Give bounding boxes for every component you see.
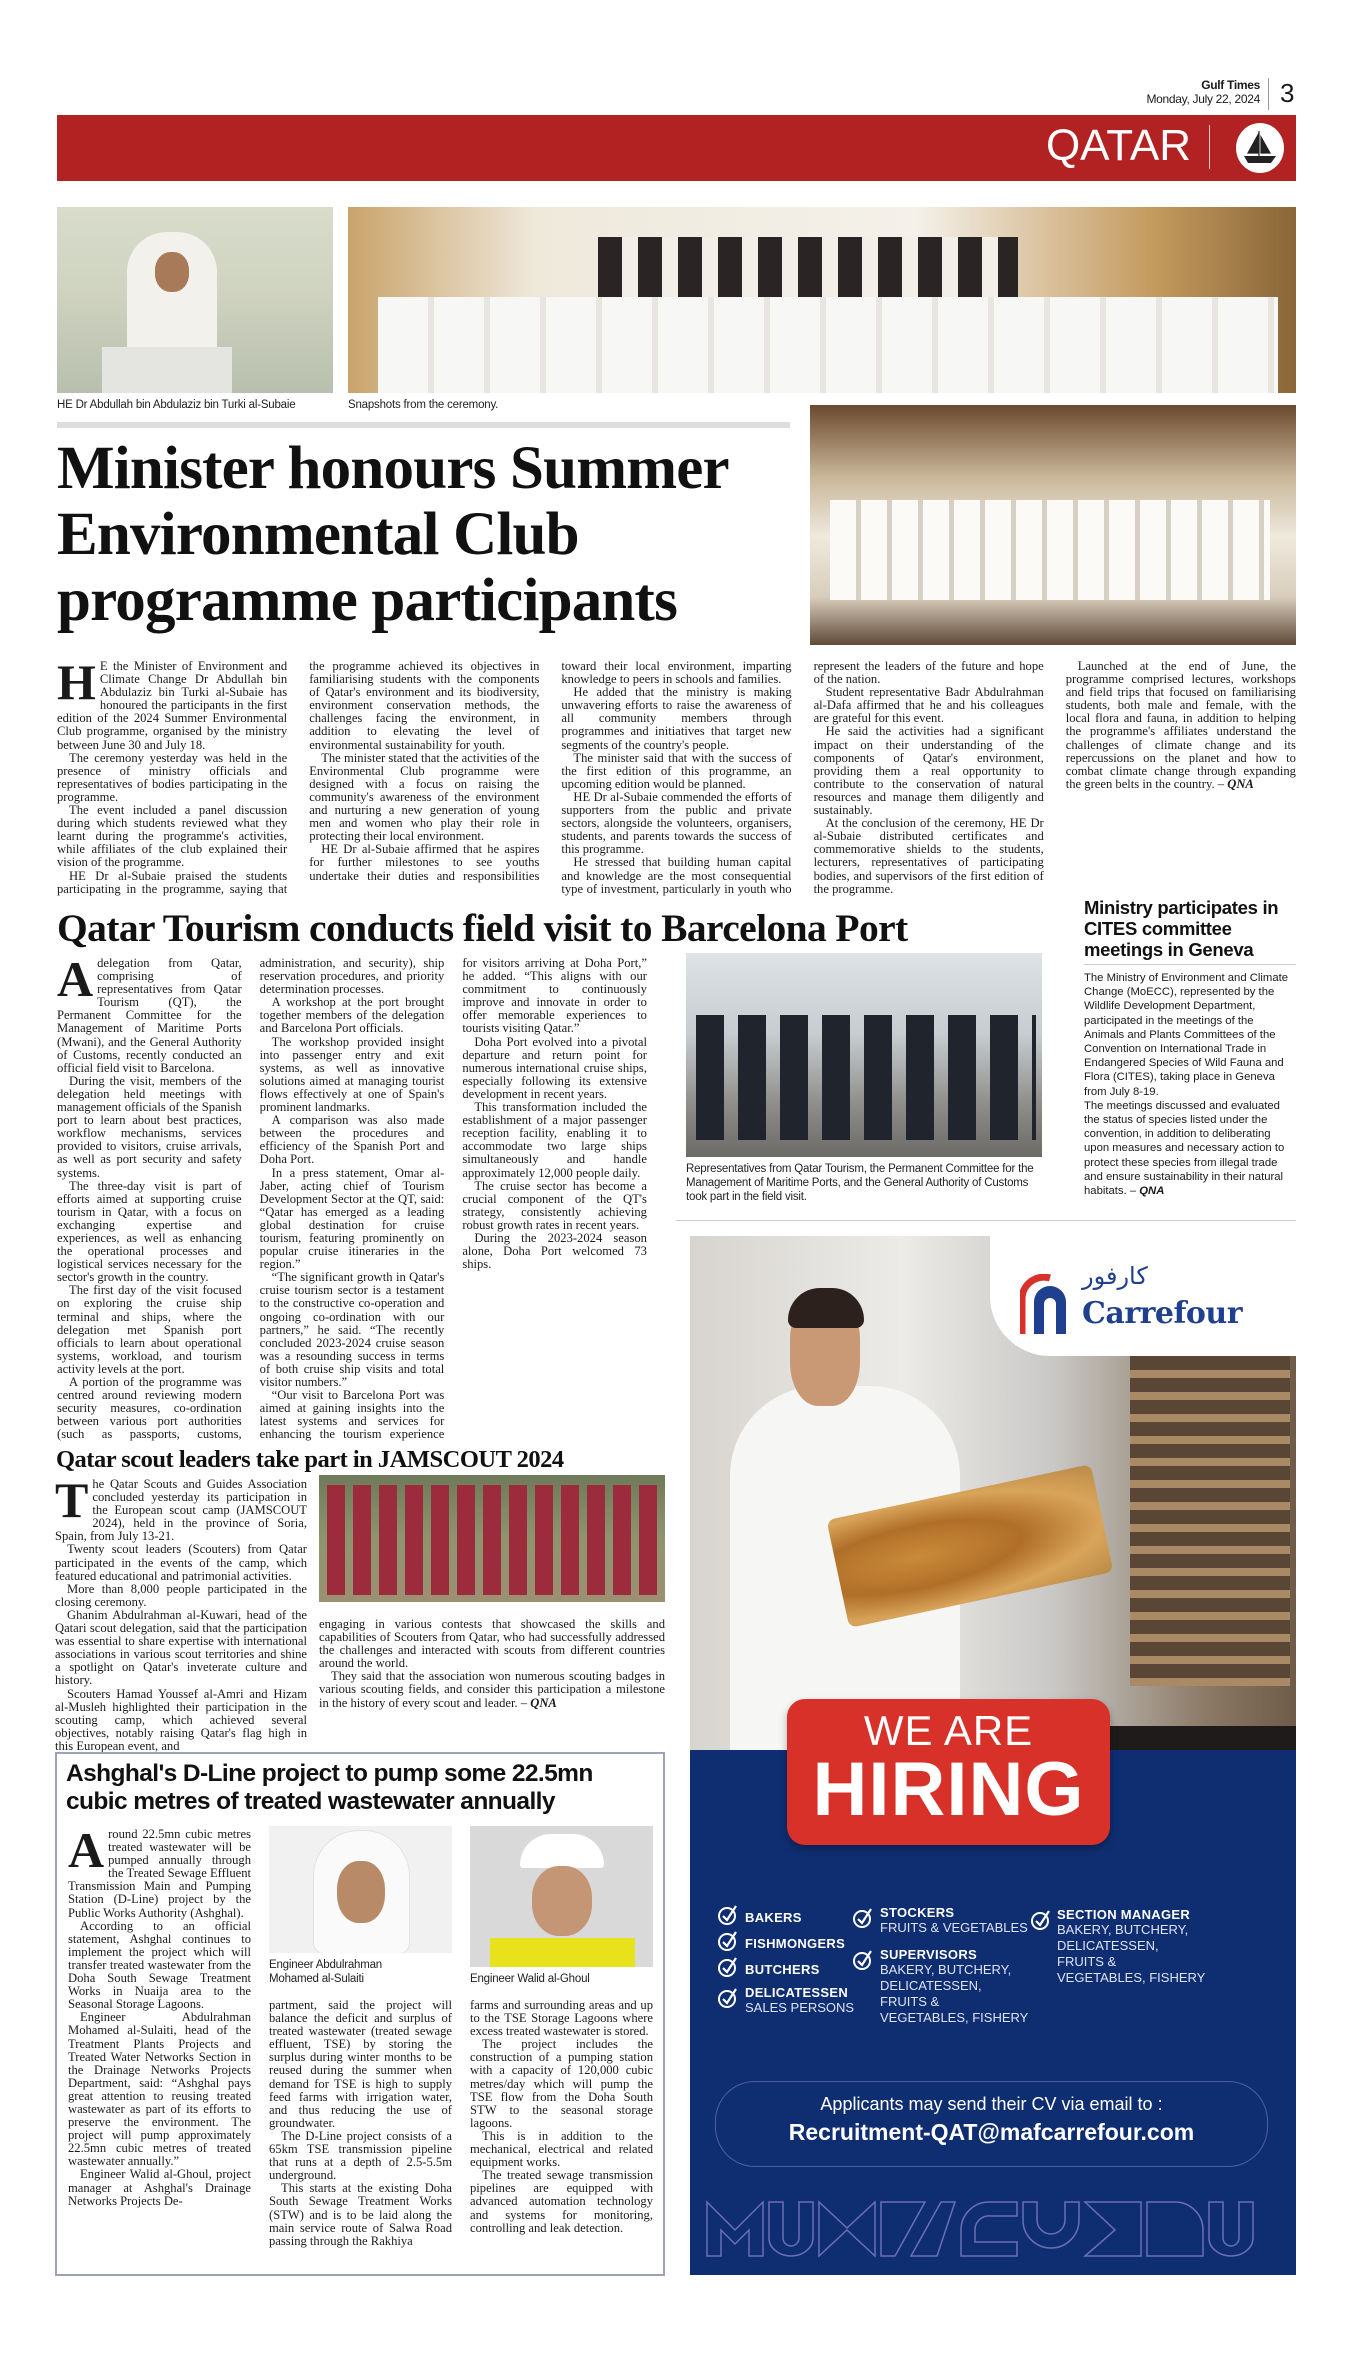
scout-body-right: [319, 1618, 665, 1710]
job-detail: BAKERY, BUTCHERY, DELICATESSEN, FRUITS & VEGETABLES, FISHERY: [1057, 1922, 1206, 1985]
check-icon: [1030, 1909, 1052, 1931]
paragraph: More than 8,000 people participated in the closing ceremony.: [55, 1581, 307, 1609]
decorative-pattern: [705, 2200, 1285, 2258]
carrefour-logo: [990, 1236, 1296, 1356]
job-title: SUPERVISORS: [880, 1947, 977, 1962]
caption-line: Mohamed al-Sulaiti: [269, 1973, 364, 1985]
credit: QNA: [530, 1695, 557, 1710]
paragraph: A workshop at the port brought together members of the delegation and Barcelona Port officials.: [259, 995, 445, 1036]
ashghal-headline-line: Ashghal's D-Line project to pump some 22.5mn: [66, 1760, 593, 1787]
paragraph: This is in addition to the mechanical, electrical and related equipment works.: [470, 2128, 653, 2170]
paper-name: Gulf Times: [1201, 78, 1260, 92]
tourism-article-body: [57, 951, 647, 1442]
caption-line: Engineer Abdulrahman: [269, 1959, 382, 1971]
paragraph: The treated sewage transmission pipelines are equipped with advanced automation technology and systems for monitoring, controlling and leak detection.: [470, 2168, 653, 2235]
paragraph: [1066, 660, 1296, 791]
paragraph: HE the Minister of Environment and Climate Change Dr Abdullah bin Abdulaziz bin Turki al-Subaie has honoured the participants in the first edition of the 2024 Summer Environmental Club programme, organised by the ministry between June 30 and July 18.: [57, 654, 288, 752]
job-list: [690, 1880, 1296, 2080]
page-number: 3: [1280, 78, 1295, 108]
paragraph: [1084, 1099, 1296, 1198]
job-delicatessen: [745, 1985, 854, 2016]
ashghal-headline: [66, 1760, 666, 1816]
job-stockers: [880, 1905, 1030, 1936]
photo-scouts-group: [319, 1475, 665, 1602]
paragraph: This transformation included the establishment of a major passenger reception facility, enabling it to accommodate two large ships simultaneously and handle approximately 12,000 people daily.: [462, 1100, 647, 1180]
brand-name: Carrefour: [1082, 1296, 1243, 1331]
paragraph: The minister stated that the activities of the Environmental Club programme were designed with a focus on raising the community's awareness of the environment and nurturing a new generation of young men and women who play their role in protecting their local environment.: [309, 750, 540, 844]
paragraph: In a press statement, Omar al-Jaber, acting chief of Tourism Development Sector at the QT, said: “Qatar has emerged as a leading global destination for cruise tourism, featuring prominently on popular cruise itineraries in the region.”: [259, 1165, 445, 1272]
ashghal-col-1: [68, 1822, 251, 2208]
paragraph: “Our visit to Barcelona Port was aimed at gaining insights into the latest systems and services for enhancing the tourism experience for visitors arriving at Doha Port,” he added. “This aligns with our commitment to continuously improve and innovate in order to offer memorable experiences to tourists visiting Qatar.”: [259, 956, 647, 1442]
paragraph: “The significant growth in Qatar's cruise tourism sector is a testament to the constructive co-operation and ongoing co-ordination with our partners,” he said. “The recently concluded 2023-2024 cruise season was a resounding success in terms of both cruise ship visits and total visitor numbers.”: [259, 1270, 445, 1389]
paragraph: He said the activities had a significant impact on their understanding of the components of Qatar's environment, providing them a real opportunity to contribute to the conservation of natural resources and manage them diligently and sustainably.: [813, 724, 1044, 818]
check-icon: [717, 1930, 739, 1952]
paragraph: According to an official statement, Ashghal continues to implement the project which will transfer treated wastewater from the Doha South Sewage Treatment Works in Nuaija area to the Seasonal Storage Lagoons.: [68, 1918, 251, 2012]
job-detail: BAKERY, BUTCHERY, DELICATESSEN, FRUITS & VEGETABLES, FISHERY: [880, 1962, 1029, 2025]
scout-body-left: [55, 1472, 307, 1753]
lead-headline-line: Minister honours Summer: [57, 435, 729, 502]
lead-article-body: [57, 654, 1296, 896]
recruitment-email-link[interactable]: Recruitment-QAT@mafcarrefour.com: [788, 2119, 1195, 2145]
scout-headline: Qatar scout leaders take part in JAMSCOUT 2024: [56, 1446, 564, 1473]
paragraph: The D-Line project consists of a 65km TSE transmission pipeline that runs at a depth of 2.5-5.5m underground.: [269, 2128, 452, 2183]
check-icon: [852, 1907, 874, 1929]
paragraph: The Qatar Scouts and Guides Association concluded yesterday its participation in the European scout camp (JAMSCOUT 2024), held in the province of Soria, Spain, from July 13-21.: [55, 1472, 307, 1544]
photo-ceremony-group: [348, 207, 1296, 393]
paragraph: He stressed that building human capital and knowledge are the most consequential type of investment, particularly in youth who represent the leaders of the future and hope of the nation.: [561, 659, 1044, 896]
job-section-manager: [1057, 1907, 1207, 1986]
paragraph: At the conclusion of the ceremony, HE Dr al-Subaie distributed certificates and commemorative shields to the students, lecturers, representatives of participating bodies, and supervisors of the first edition of the programme.: [813, 816, 1044, 896]
ashghal-col-2: [269, 1999, 452, 2248]
job-fishmongers: [745, 1936, 845, 1951]
job-title: BUTCHERS: [745, 1962, 820, 1977]
photo-al-sulaiti: [269, 1826, 452, 1953]
paragraph: HE Dr al-Subaie affirmed that he aspires for further milestones to see youths undertake their duties and responsibilities toward their local environment, imparting knowledge to peers in schools and families.: [309, 659, 792, 883]
paragraph-text: The meetings discussed and evaluated the status of species listed under the convention, in addition to deliberating upon measures and necessary action to protect these species from illegal trade and ensure sustainability in their natural habitats. –: [1084, 1099, 1285, 1198]
paragraph-text: They said that the association won numerous scouting badges in various scouting fields, and consider this participation a milestone in the history of every scout and leader. –: [319, 1669, 665, 1710]
ashghal-headline-line: cubic metres of treated wastewater annually: [66, 1788, 555, 1815]
paragraph: Doha Port evolved into a pivotal departure and return point for numerous international cruise ships, especially following its extensive development in recent years.: [462, 1034, 647, 1101]
job-butchers: [745, 1962, 820, 1977]
job-title: STOCKERS: [880, 1905, 955, 1920]
paragraph: engaging in various contests that showcased the skills and capabilities of Scouters from Qatar, who had successfully addressed the challenges and interacted with scouts from different countries around the world.: [319, 1617, 665, 1671]
ashghal-col-3: [470, 1999, 653, 2235]
job-title: SECTION MANAGER: [1057, 1907, 1191, 1922]
paragraph-text: Launched at the end of June, the programme comprised lectures, workshops and field trips that focused on familiarising students, both male and female, with the local flora and fauna, in addition to helping the programme's affiliates understand the challenges of climate change and its repercussions on the planet and how to combat climate change through expanding the green belts in the country. –: [1065, 659, 1296, 791]
paragraph: He added that the ministry is making unwavering efforts to raise the awareness of all community members through programmes and initiatives that target new segments of the country's people.: [561, 685, 792, 752]
job-bakers: [745, 1910, 802, 1925]
headline-rule: [57, 422, 790, 428]
carrefour-logo-icon: [1020, 1274, 1070, 1336]
paragraph: The workshop provided insight into passenger entry and exit systems, as well as innovative solutions aimed at managing tourist flows effectively at one of Spain's prominent landmarks.: [259, 1034, 445, 1115]
lead-headline-line: Environmental Club: [57, 501, 579, 568]
paragraph: The cruise sector has become a crucial component of the QT's strategy, consistently achieving robust growth rates in recent years.: [462, 1178, 647, 1232]
photo-delegation-barcelona: [686, 953, 1042, 1157]
paragraph: Engineer Walid al-Ghoul, project manager at Ashghal's Drainage Networks Projects De-: [68, 2167, 251, 2208]
dhow-icon: [1236, 123, 1284, 173]
paragraph: Around 22.5mn cubic metres treated wastewater will be pumped annually through the Treated Sewage Effluent Transmission Main and Pumping Station (D-Line) project by the Public Works Authority (Ashghal).: [68, 1822, 251, 1920]
paragraph: The event included a panel discussion during which students reviewed what they learnt during the programme's activities, while affiliates of the club explained their vision of the programme.: [57, 803, 288, 870]
paragraph: The Ministry of Environment and Climate Change (MoECC), represented by the Wildlife Development Department, participated in the meetings of the Animals and Plants Committees of the Convention on International Trade in Endangered Species of Wild Fauna and Flora (CITES), taking place in Geneva from July 8-19.: [1084, 972, 1289, 1098]
lead-headline-line: programme participants: [57, 567, 678, 634]
issue-date: Monday, July 22, 2024: [1146, 92, 1260, 106]
check-icon: [717, 1987, 739, 2009]
paragraph: The three-day visit is part of efforts aimed at supporting cruise tourism in Qatar, with a focus on exchanging expertise and experiences, as well as enhancing the operational processes and logistical services necessary for the sector's growth in the country.: [57, 1178, 242, 1285]
job-title: FISHMONGERS: [745, 1936, 846, 1951]
paragraph: HE Dr al-Subaie praised the students participating in the programme, saying that the programme achieved its objectives in familiarising students with the components of Qatar's environment and its biodiversity, environment conservation methods, the challenges facing the environment, in addition to elevating the level of environmental sustainability for youth.: [57, 659, 540, 896]
cites-rule: [1084, 964, 1296, 965]
brand-arabic: كارفور: [1082, 1262, 1148, 1290]
job-title: BAKERS: [745, 1910, 802, 1925]
photo-caption-delegation: Representatives from Qatar Tourism, the Permanent Committee for the Management of Maritime Ports, and the General Authority of Customs took part in the field visit.: [686, 1163, 1034, 1203]
paragraph: Student representative Badr Abdulrahman al-Dafa affirmed that he and his colleagues are grateful for this event.: [813, 685, 1044, 726]
paragraph: Twenty scout leaders (Scouters) from Qatar participated in the events of the camp, which featured educational and patrimonial activities.: [55, 1542, 307, 1583]
job-detail: SALES PERSONS: [745, 2000, 855, 2015]
paragraph: During the visit, members of the delegation held meetings with management officials of the Spanish port to learn about best practices, workflow mechanisms, services provided to visitors, cruise arrivals, as well as port security and safety systems.: [57, 1073, 242, 1180]
hiring-badge: [787, 1699, 1110, 1845]
credit: QNA: [1227, 776, 1254, 791]
cites-headline: Ministry participates in CITES committee meetings in Geneva: [1084, 897, 1279, 960]
paragraph: The ceremony yesterday was held in the presence of ministry officials and representatives of bodies participating in the programme.: [57, 750, 288, 804]
photo-caption-ceremony: Snapshots from the ceremony.: [348, 399, 499, 411]
section-title: QATAR: [1045, 121, 1191, 170]
check-icon: [717, 1904, 739, 1926]
paragraph: This starts at the existing Doha South Sewage Treatment Works (STW) and is to be laid along the main service route of Salwa Road passing through the Rakhiya: [269, 2181, 452, 2248]
photo-al-ghoul: [470, 1826, 653, 1967]
paragraph: A comparison was also made between the procedures and efficiency of the Spanish Port and Doha Port.: [259, 1113, 445, 1167]
apply-text: Applicants may send their CV via email to :: [820, 2094, 1163, 2114]
paragraph: Ghanim Abdulrahman al-Kuwari, head of the Qatari scout delegation, said that the participation was essential to share expertise with international associations in various scout territories and shine a spotlight on Qatar's inveterate culture and history.: [55, 1607, 307, 1688]
section-bar: [57, 115, 1296, 181]
paragraph: partment, said the project will balance the deficit and surplus of treated wastewater (treated sewage effluent, TSE) by storing the surplus during winter months to be reused during the summer when demand for TSE is high to supply feed farms with irrigation water, and thus reducing the use of groundwater.: [269, 1998, 452, 2130]
photo-award-group: [810, 405, 1296, 645]
paragraph: [319, 1670, 665, 1709]
masthead-divider: [1268, 78, 1269, 110]
check-icon: [717, 1956, 739, 1978]
paragraph: The first day of the visit focused on exploring the cruise ship terminal and ships, where the delegation met Spanish port officials to learn about operational systems, workload, and tourism activity levels at the port.: [57, 1283, 242, 1376]
photo-minister-speaking: [57, 207, 333, 393]
paragraph: HE Dr al-Subaie commended the efforts of supporters from the public and private sectors, alongside the volunteers, organisers, students, and parents towards the success of this programme.: [561, 789, 792, 857]
job-supervisors: [880, 1947, 1030, 2026]
job-detail: FRUITS & VEGETABLES: [880, 1920, 1028, 1935]
hiring-main: HIRING: [812, 1747, 1085, 1832]
section-divider: [1209, 125, 1210, 169]
paragraph: A portion of the programme was centred around reviewing modern security measures, co-ordination between various port authorities (such as passports, customs, administration, and security), ship reservation procedures, and priority determination processes.: [57, 956, 445, 1442]
paragraph: The minister said that with the success of the first edition of this programme, an upcoming edition would be planned.: [561, 750, 792, 791]
paragraph: The project includes the construction of a pumping station with a capacity of 120,000 cubic metres/day which will pump the TSE flow from the Doha South STW to the seasonal storage lagoons.: [470, 2037, 653, 2130]
paragraph: Scouters Hamad Youssef al-Amri and Hizam al-Musleh highlighted their participation in the scouting camp, which achieved several objectives, notably raising Qatar's flag high in this European event, and: [55, 1686, 307, 1753]
apply-box: [715, 2081, 1268, 2167]
ad-rule: [676, 1220, 1296, 1221]
credit: QNA: [1139, 1185, 1165, 1198]
paragraph: Engineer Abdulrahman Mohamed al-Sulaiti, head of the Treatment Plants Projects and Treated Water Networks Section in the Drainage Networks Projects Department, said: “Ashghal pays great attention to reusing treated wastewater as part of its efforts to preserve the environment. The project will pump approximately 22.5mn cubic metres of treated wastewater annually.”: [68, 2010, 251, 2169]
masthead-info: [1030, 78, 1260, 106]
hiring-top: WE ARE: [863, 1707, 1034, 1754]
paragraph: farms and surrounding areas and up to the TSE Storage Lagoons where excess treated wastewater is stored.: [470, 1998, 653, 2039]
check-icon: [852, 1949, 874, 1971]
photo-caption-minister: HE Dr Abdullah bin Abdulaziz bin Turki al-Subaie: [57, 399, 296, 411]
paragraph: Adelegation from Qatar, comprising of representatives from Qatar Tourism (QT), the Permanent Committee for the Management of Maritime Ports (Mwani), and the General Authority of Customs, recently conducted an official field visit to Barcelona.: [57, 951, 242, 1075]
cites-body: [1084, 971, 1296, 1198]
lead-headline: [57, 436, 797, 634]
job-title: DELICATESSEN: [745, 1985, 849, 2000]
photo-caption-al-sulaiti: [269, 1958, 382, 1986]
paragraph: During the 2023-2024 season alone, Doha Port welcomed 73 ships.: [462, 1230, 647, 1272]
tourism-headline: Qatar Tourism conducts field visit to Barcelona Port: [57, 906, 908, 950]
photo-caption-al-ghoul: Engineer Walid al-Ghoul: [470, 1973, 590, 1985]
